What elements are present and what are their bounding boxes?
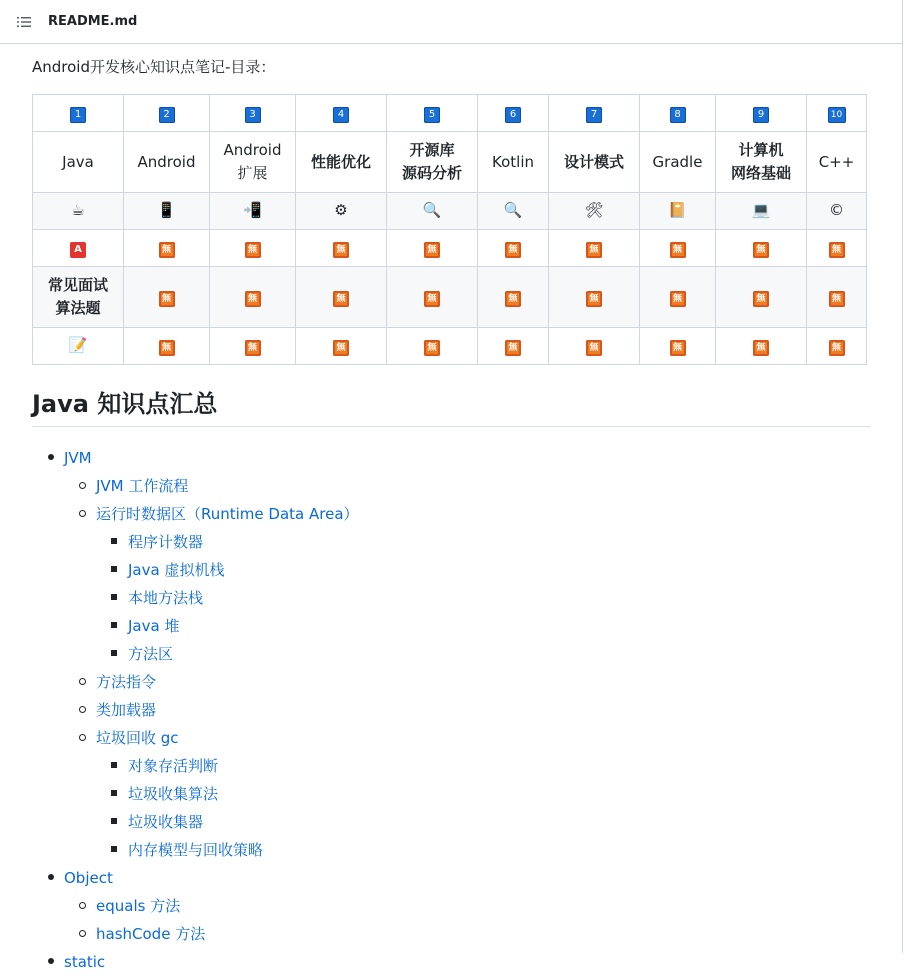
a-badge-icon[interactable]: A bbox=[70, 242, 86, 258]
list-item bbox=[32, 472, 359, 500]
table-cell bbox=[210, 267, 296, 328]
table-cell bbox=[124, 267, 210, 328]
bullet-icon bbox=[111, 650, 117, 656]
number-badge-9[interactable]: 9 bbox=[753, 107, 769, 123]
table-cell bbox=[387, 267, 478, 328]
wu-badge-icon: 無 bbox=[753, 340, 769, 356]
table-cell bbox=[210, 230, 296, 267]
header-performance[interactable]: 性能优化 bbox=[310, 152, 371, 171]
bullet-icon bbox=[79, 706, 86, 713]
bullet-icon bbox=[111, 566, 117, 572]
table-cell bbox=[33, 193, 124, 230]
wu-badge-icon: 無 bbox=[159, 242, 175, 258]
outline-list bbox=[32, 444, 359, 976]
list-item bbox=[32, 612, 359, 640]
header-row bbox=[33, 132, 867, 193]
icon-row bbox=[33, 193, 867, 230]
list-item bbox=[32, 584, 359, 612]
table-cell bbox=[33, 230, 124, 267]
heading-divider bbox=[32, 426, 870, 427]
header-java[interactable]: Java bbox=[62, 152, 94, 171]
list-item bbox=[32, 724, 359, 752]
table-cell bbox=[387, 132, 478, 193]
outline-link[interactable]: 方法指令 bbox=[96, 673, 157, 691]
list-item bbox=[32, 864, 359, 892]
table-cell bbox=[640, 267, 716, 328]
header-design-pattern[interactable]: 设计模式 bbox=[563, 152, 624, 171]
wu-badge-icon: 無 bbox=[753, 242, 769, 258]
table-cell bbox=[296, 328, 387, 365]
bullet-icon bbox=[79, 734, 86, 741]
wu-badge-icon: 無 bbox=[829, 242, 845, 258]
coffee-icon[interactable]: ☕ bbox=[71, 201, 85, 219]
table-cell bbox=[549, 328, 640, 365]
header-android-ext[interactable] bbox=[224, 141, 282, 182]
number-row bbox=[33, 95, 867, 132]
list-item bbox=[32, 752, 359, 780]
header-algorithm[interactable] bbox=[48, 276, 108, 317]
table-cell bbox=[549, 193, 640, 230]
outline-link[interactable]: JVM bbox=[64, 449, 92, 467]
header-kotlin[interactable]: Kotlin bbox=[492, 152, 534, 171]
table-cell bbox=[33, 328, 124, 365]
file-name: README.md bbox=[48, 14, 138, 29]
table-cell bbox=[124, 230, 210, 267]
wu-badge-icon: 無 bbox=[670, 340, 686, 356]
wu-badge-icon: 無 bbox=[829, 340, 845, 356]
magnifier-right-icon[interactable]: 🔍 bbox=[503, 201, 523, 219]
outline-link[interactable]: 垃圾收集器 bbox=[128, 813, 204, 831]
outline-link[interactable]: 对象存活判断 bbox=[128, 757, 219, 775]
number-badge-8[interactable]: 8 bbox=[670, 107, 686, 123]
outline-link[interactable]: 垃圾回收 gc bbox=[96, 729, 179, 747]
outline-link[interactable]: JVM 工作流程 bbox=[96, 477, 189, 495]
header-line: 源码分析 bbox=[401, 164, 462, 182]
wu-badge-icon: 無 bbox=[586, 340, 602, 356]
file-header bbox=[0, 0, 903, 44]
list-item bbox=[32, 920, 359, 948]
number-badge-2[interactable]: 2 bbox=[159, 107, 175, 123]
algorithm-row bbox=[33, 267, 867, 328]
list-item bbox=[32, 780, 359, 808]
number-badge-3[interactable]: 3 bbox=[245, 107, 261, 123]
number-badge-10[interactable]: 10 bbox=[828, 107, 846, 123]
header-android[interactable]: Android bbox=[137, 152, 196, 171]
outline-link[interactable]: static bbox=[64, 953, 106, 971]
bullet-icon bbox=[48, 958, 54, 964]
table-cell bbox=[640, 193, 716, 230]
table-cell bbox=[33, 95, 124, 132]
table-cell bbox=[716, 267, 807, 328]
section-heading: Java 知识点汇总 bbox=[32, 390, 218, 418]
number-badge-7[interactable]: 7 bbox=[586, 107, 602, 123]
badge-row bbox=[33, 230, 867, 267]
outline-link[interactable]: equals 方法 bbox=[96, 897, 181, 915]
table-cell bbox=[124, 95, 210, 132]
number-badge-1[interactable]: 1 bbox=[70, 107, 86, 123]
wu-badge-icon: 無 bbox=[753, 291, 769, 307]
table-cell bbox=[387, 230, 478, 267]
wu-badge-icon: 無 bbox=[333, 340, 349, 356]
wu-badge-icon: 無 bbox=[424, 340, 440, 356]
header-opensource[interactable] bbox=[402, 141, 462, 182]
table-cell bbox=[210, 193, 296, 230]
outline-link[interactable]: hashCode 方法 bbox=[96, 925, 206, 943]
intro-text: Android开发核心知识点笔记-目录： bbox=[32, 58, 276, 76]
list-item bbox=[32, 640, 359, 668]
header-network[interactable] bbox=[731, 141, 791, 182]
outline-link[interactable]: 内存模型与回收策略 bbox=[128, 841, 264, 859]
header-line: 网络基础 bbox=[730, 164, 791, 182]
table-cell bbox=[716, 193, 807, 230]
bullet-icon bbox=[79, 930, 86, 937]
list-item bbox=[32, 556, 359, 584]
bullet-icon bbox=[48, 874, 54, 880]
table-cell bbox=[478, 193, 549, 230]
outline-link[interactable]: Java 堆 bbox=[128, 617, 180, 635]
list-item bbox=[32, 892, 359, 920]
number-badge-4[interactable]: 4 bbox=[333, 107, 349, 123]
table-cell bbox=[478, 95, 549, 132]
header-line: 扩展 bbox=[237, 164, 268, 182]
header-gradle[interactable]: Gradle bbox=[652, 152, 703, 171]
table-cell bbox=[807, 328, 867, 365]
wu-badge-icon: 無 bbox=[829, 291, 845, 307]
table-cell bbox=[210, 95, 296, 132]
table-cell bbox=[807, 95, 867, 132]
wu-badge-icon: 無 bbox=[670, 291, 686, 307]
memo-row bbox=[33, 328, 867, 365]
table-cell bbox=[640, 230, 716, 267]
bullet-icon bbox=[111, 594, 117, 600]
table-cell bbox=[549, 230, 640, 267]
wu-badge-icon: 無 bbox=[424, 291, 440, 307]
outline-link[interactable]: 本地方法栈 bbox=[128, 589, 204, 607]
gear-icon[interactable]: ⚙ bbox=[334, 201, 348, 219]
list-item bbox=[32, 528, 359, 556]
table-cell bbox=[210, 328, 296, 365]
bullet-icon bbox=[79, 510, 86, 517]
bullet-icon bbox=[79, 902, 86, 909]
table-cell bbox=[716, 95, 807, 132]
wu-badge-icon: 無 bbox=[245, 242, 261, 258]
list-item bbox=[32, 948, 359, 976]
table-cell bbox=[807, 193, 867, 230]
table-cell bbox=[640, 328, 716, 365]
header-cpp[interactable]: C++ bbox=[818, 152, 855, 171]
toc-table bbox=[32, 94, 867, 365]
outline-link[interactable]: 类加载器 bbox=[96, 701, 157, 719]
bullet-icon bbox=[111, 790, 117, 796]
bullet-icon bbox=[111, 538, 117, 544]
number-badge-6[interactable]: 6 bbox=[505, 107, 521, 123]
table-cell bbox=[33, 132, 124, 193]
mobile-phone-icon[interactable]: 📱 bbox=[157, 201, 176, 219]
wu-badge-icon: 無 bbox=[159, 291, 175, 307]
bullet-icon bbox=[48, 454, 54, 460]
table-cell bbox=[296, 193, 387, 230]
mobile-arrow-icon[interactable]: 📲 bbox=[243, 201, 262, 219]
wu-badge-icon: 無 bbox=[505, 291, 521, 307]
table-cell bbox=[296, 132, 387, 193]
table-cell bbox=[296, 95, 387, 132]
wu-badge-icon: 無 bbox=[505, 340, 521, 356]
table-cell bbox=[210, 132, 296, 193]
bullet-icon bbox=[111, 846, 117, 852]
laptop-icon[interactable]: 💻 bbox=[751, 201, 771, 219]
wu-badge-icon: 無 bbox=[424, 242, 440, 258]
table-cell bbox=[296, 267, 387, 328]
outline-link[interactable]: 运行时数据区（Runtime Data Area） bbox=[96, 505, 359, 523]
wu-badge-icon: 無 bbox=[505, 242, 521, 258]
table-cell bbox=[387, 193, 478, 230]
header-line: 计算机 bbox=[738, 141, 784, 159]
content-border bbox=[902, 44, 903, 953]
wu-badge-icon: 無 bbox=[586, 242, 602, 258]
tools-icon[interactable]: 🛠 bbox=[584, 201, 604, 219]
bullet-icon bbox=[111, 622, 117, 628]
table-cell bbox=[716, 328, 807, 365]
table-cell bbox=[33, 267, 124, 328]
table-cell bbox=[640, 95, 716, 132]
memo-icon[interactable]: 📝 bbox=[68, 336, 88, 354]
list-item bbox=[32, 696, 359, 724]
list-item bbox=[32, 808, 359, 836]
header-line: 算法题 bbox=[55, 299, 101, 317]
outline-link[interactable]: Object bbox=[64, 869, 113, 887]
table-cell bbox=[549, 132, 640, 193]
list-unordered-icon[interactable] bbox=[16, 14, 32, 30]
table-cell bbox=[478, 328, 549, 365]
header-line: 常见面试 bbox=[47, 276, 108, 294]
bullet-icon bbox=[79, 678, 86, 685]
outline-link[interactable]: 方法区 bbox=[128, 645, 174, 663]
table-cell bbox=[478, 230, 549, 267]
bullet-icon bbox=[111, 818, 117, 824]
wu-badge-icon: 無 bbox=[333, 242, 349, 258]
table-cell bbox=[640, 132, 716, 193]
table-cell bbox=[478, 132, 549, 193]
header-line: 开源库 bbox=[409, 141, 455, 159]
outline-link[interactable]: Java 虚拟机栈 bbox=[128, 561, 225, 579]
table-cell bbox=[124, 132, 210, 193]
outline-link[interactable]: 程序计数器 bbox=[128, 533, 204, 551]
list-item bbox=[32, 500, 359, 528]
wu-badge-icon: 無 bbox=[670, 242, 686, 258]
table-cell bbox=[124, 328, 210, 365]
table-cell bbox=[549, 267, 640, 328]
wu-badge-icon: 無 bbox=[159, 340, 175, 356]
list-item bbox=[32, 836, 359, 864]
wu-badge-icon: 無 bbox=[245, 340, 261, 356]
table-cell bbox=[807, 230, 867, 267]
table-cell bbox=[807, 267, 867, 328]
table-cell bbox=[387, 95, 478, 132]
table-cell bbox=[296, 230, 387, 267]
table-cell bbox=[478, 267, 549, 328]
wu-badge-icon: 無 bbox=[586, 291, 602, 307]
notebook-icon[interactable]: 📔 bbox=[668, 201, 687, 219]
wu-badge-icon: 無 bbox=[245, 291, 261, 307]
table-cell bbox=[387, 328, 478, 365]
bullet-icon bbox=[79, 482, 86, 489]
table-cell bbox=[549, 95, 640, 132]
table-cell bbox=[807, 132, 867, 193]
outline-link[interactable]: 垃圾收集算法 bbox=[128, 785, 219, 803]
copyright-icon[interactable]: © bbox=[829, 201, 844, 219]
wu-badge-icon: 無 bbox=[333, 291, 349, 307]
list-item bbox=[32, 668, 359, 696]
table-cell bbox=[716, 230, 807, 267]
header-line: Android bbox=[223, 141, 282, 159]
list-item bbox=[32, 444, 359, 472]
bullet-icon bbox=[111, 762, 117, 768]
table-cell bbox=[716, 132, 807, 193]
magnifier-icon[interactable]: 🔍 bbox=[422, 201, 442, 219]
table-cell bbox=[124, 193, 210, 230]
number-badge-5[interactable]: 5 bbox=[424, 107, 440, 123]
